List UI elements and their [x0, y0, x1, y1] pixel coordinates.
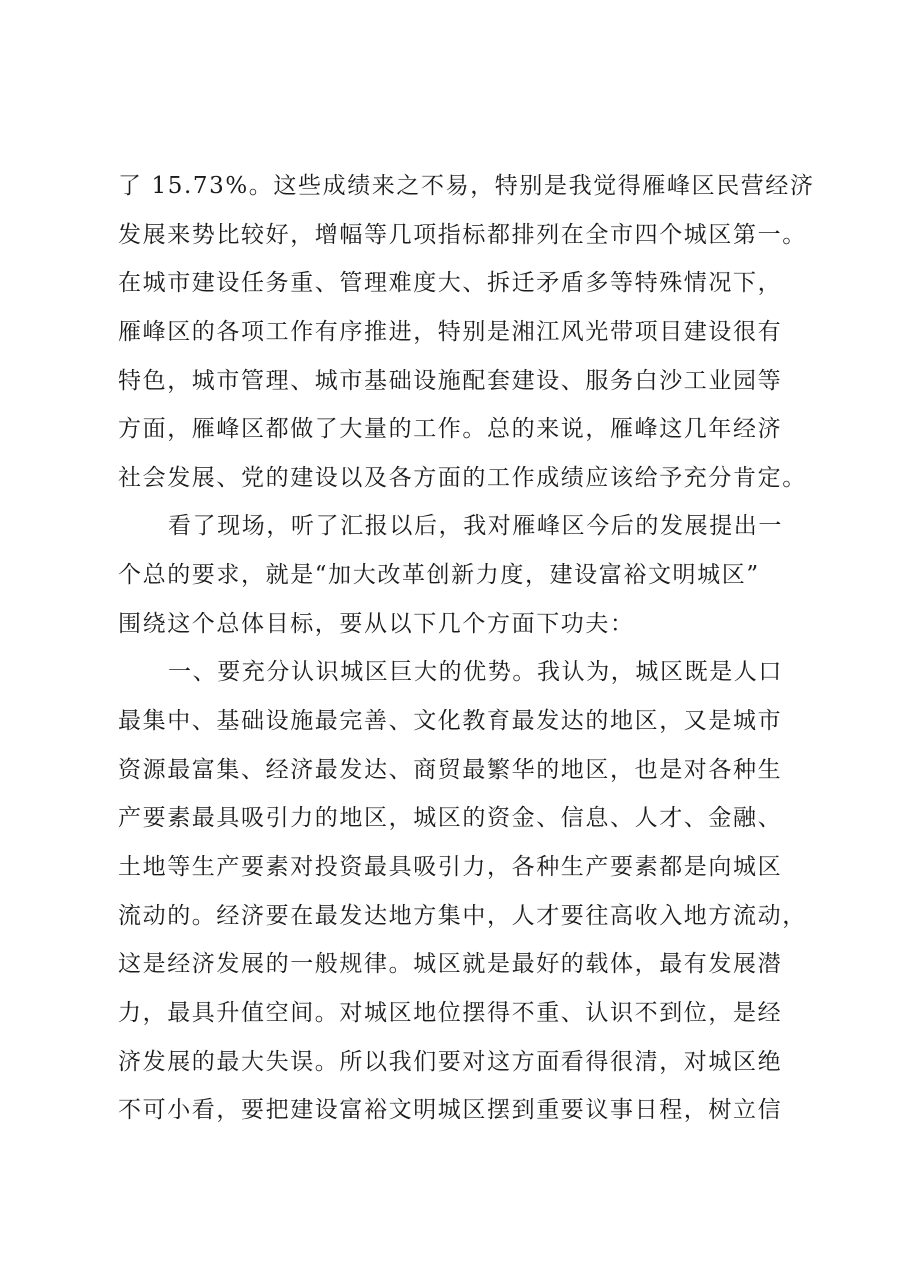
paragraph-first-line: 看了现场，听了汇报以后，我对雁峰区今后的发展提出一 [168, 513, 783, 540]
text-line: 在城市建设任务重、管理难度大、拆迁矛盾多等特殊情况下， [118, 270, 783, 297]
text-line: 方面，雁峰区都做了大量的工作。总的来说，雁峰这几年经济 [118, 416, 783, 443]
text-line: 不可小看，要把建设富裕文明城区摆到重要议事日程，树立信 [118, 1097, 783, 1124]
text-line: 特色，城市管理、城市基础设施配套建设、服务白沙工业园等 [118, 367, 783, 394]
text-line: 社会发展、党的建设以及各方面的工作成绩应该给予充分肯定。 [118, 464, 807, 491]
text-line: 土地等生产要素对投资最具吸引力，各种生产要素都是向城区 [118, 853, 783, 880]
text-line: 这是经济发展的一般规律。城区就是最好的载体，最有发展潜 [118, 951, 783, 978]
text-line: 产要素最具吸引力的地区，城区的资金、信息、人才、金融、 [118, 805, 783, 832]
text-line: 个总的要求，就是“加大改革创新力度，建设富裕文明城区” [118, 562, 760, 589]
text-line: 最集中、基础设施最完善、文化教育最发达的地区，又是城市 [118, 708, 783, 735]
text-line: 了 15.73%。这些成绩来之不易，特别是我觉得雁峰区民营经济 [118, 173, 815, 199]
text-line: 发展来势比较好，增幅等几项指标都排列在全市四个城区第一。 [118, 221, 807, 248]
text-line: 济发展的最大失误。所以我们要对这方面看得很清，对城区绝 [118, 1048, 783, 1075]
text-line: 围绕这个总体目标，要从以下几个方面下功夫： [118, 610, 635, 637]
paragraph-first-line: 一、要充分认识城区巨大的优势。我认为，城区既是人口 [168, 659, 783, 686]
text-line: 流动的。经济要在最发达地方集中，人才要往高收入地方流动， [118, 902, 807, 929]
text-line: 力，最具升值空间。对城区地位摆得不重、认识不到位，是经 [118, 999, 783, 1026]
body-text [118, 162, 818, 1135]
text-line: 雁峰区的各项工作有序推进，特别是湘江风光带项目建设很有 [118, 318, 783, 345]
text-line: 资源最富集、经济最发达、商贸最繁华的地区，也是对各种生 [118, 756, 783, 783]
